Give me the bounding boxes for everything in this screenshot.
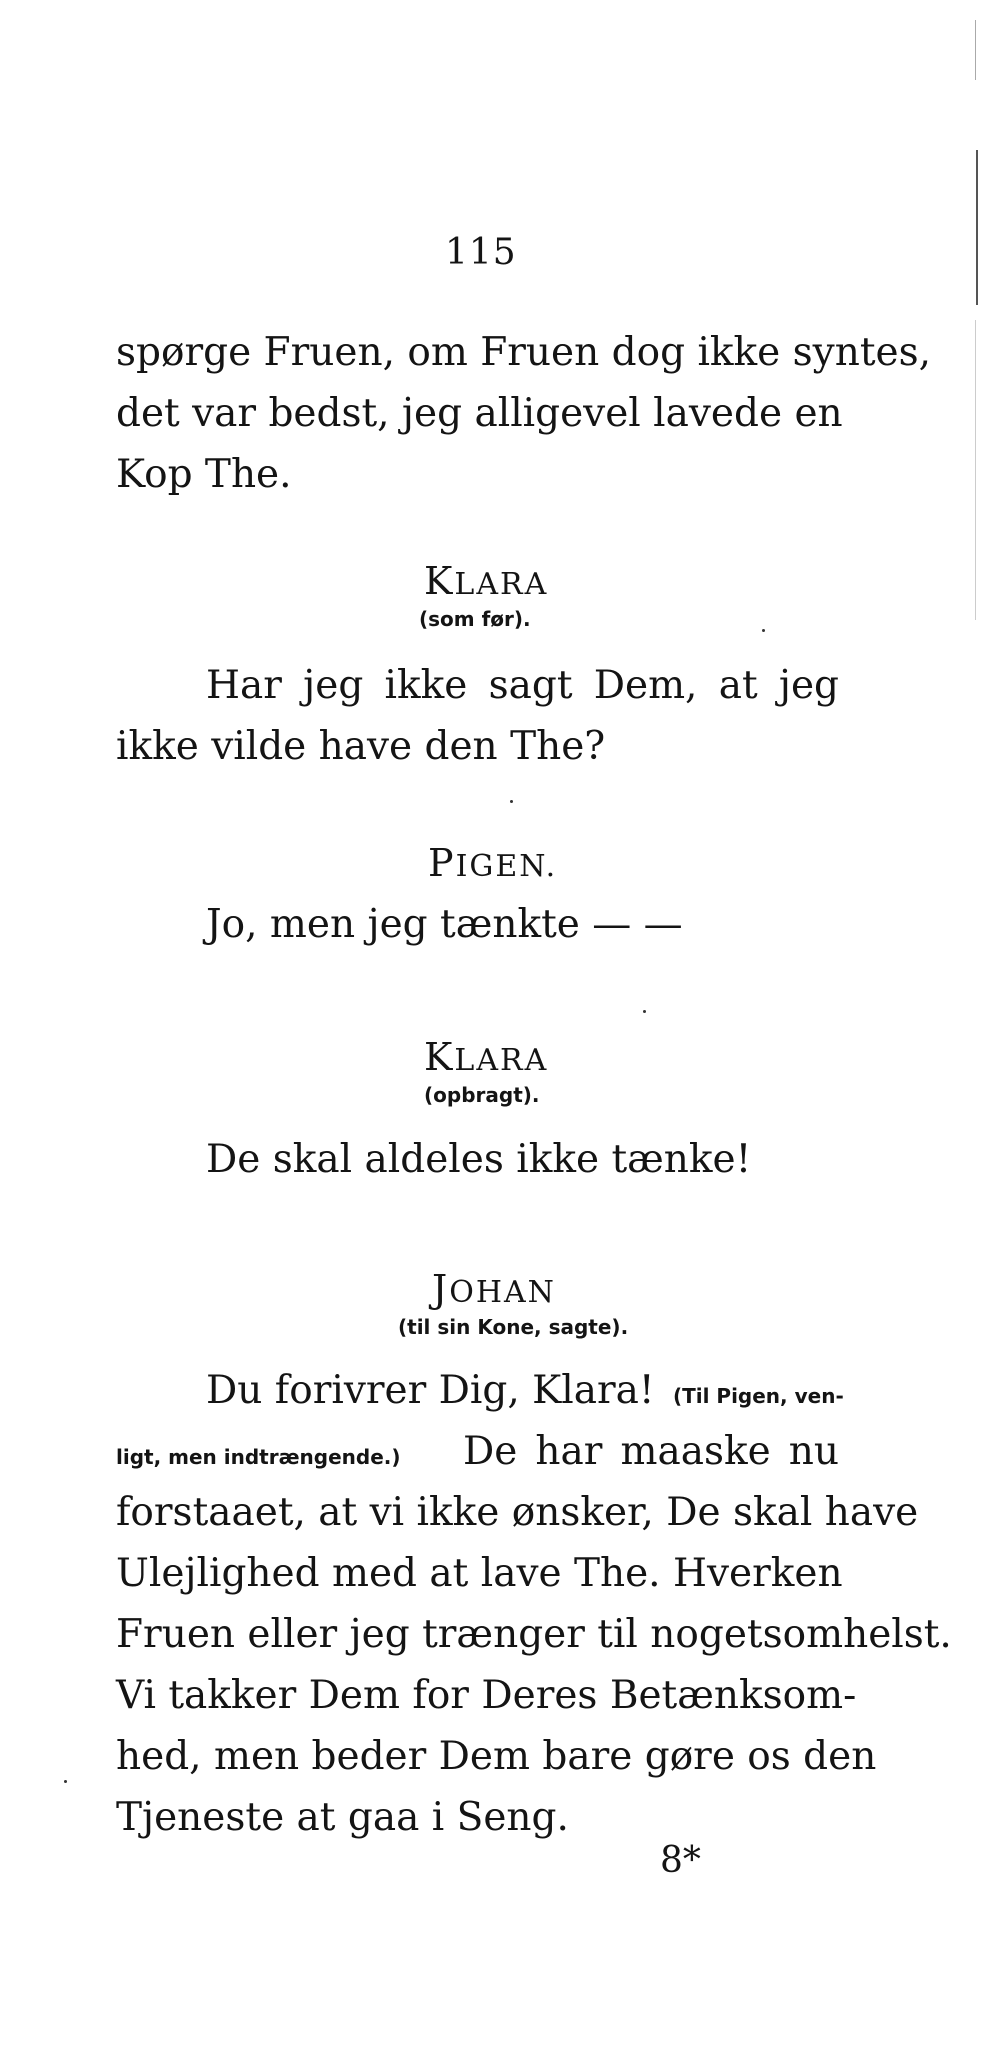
- stage-direction: (som før).: [419, 607, 531, 631]
- stage-direction: (til sin Kone, sagte).: [398, 1315, 629, 1339]
- text-line: Vi takker Dem for Deres Betænksom-: [116, 1673, 857, 1718]
- page-speck: [643, 1010, 646, 1013]
- speaker-name: PIGEN.: [428, 841, 558, 885]
- right-margin-mark: [975, 320, 976, 620]
- text-line: forstaaet, at vi ikke ønsker, De skal have: [116, 1490, 919, 1535]
- dialogue-text: Du forivrer Dig, Klara!: [206, 1368, 655, 1413]
- text-line: hed, men beder Dem bare gøre os den: [116, 1734, 877, 1779]
- dialogue-text: De har maaske nu: [463, 1429, 839, 1474]
- speaker-name: KLARA: [424, 559, 549, 603]
- text-line: Fruen eller jeg trænger til nogetsomhelst.: [116, 1612, 952, 1657]
- page-number: 115: [445, 232, 517, 273]
- signature-mark: 8*: [660, 1840, 701, 1881]
- text-line: Har jeg ikke sagt Dem, at jeg: [206, 663, 839, 708]
- stage-direction: ligt, men indtrængende.): [116, 1445, 401, 1469]
- text-line: [206, 1368, 844, 1413]
- text-line: spørge Fruen, om Fruen dog ikke syntes,: [116, 330, 931, 375]
- page-speck: [510, 800, 513, 803]
- text-line: [116, 1429, 839, 1474]
- speaker-name: JOHAN: [432, 1267, 556, 1311]
- text-line: Kop The.: [116, 452, 292, 497]
- page-speck: [64, 1780, 67, 1783]
- text-line: Jo, men jeg tænkte — —: [206, 902, 683, 947]
- right-margin-mark: [975, 20, 976, 80]
- text-line: Ulejlighed med at lave The. Hverken: [116, 1551, 843, 1596]
- stage-direction: (Til Pigen, ven-: [672, 1384, 844, 1408]
- text-line: Tjeneste at gaa i Seng.: [116, 1795, 569, 1840]
- stage-direction: (opbragt).: [424, 1083, 540, 1107]
- speaker-name: KLARA: [424, 1035, 549, 1079]
- text-line: De skal aldeles ikke tænke!: [206, 1137, 752, 1182]
- page-speck: [762, 629, 765, 632]
- right-margin-line: [976, 150, 978, 305]
- text-line: det var bedst, jeg alligevel lavede en: [116, 391, 843, 436]
- text-line: ikke vilde have den The?: [116, 724, 606, 769]
